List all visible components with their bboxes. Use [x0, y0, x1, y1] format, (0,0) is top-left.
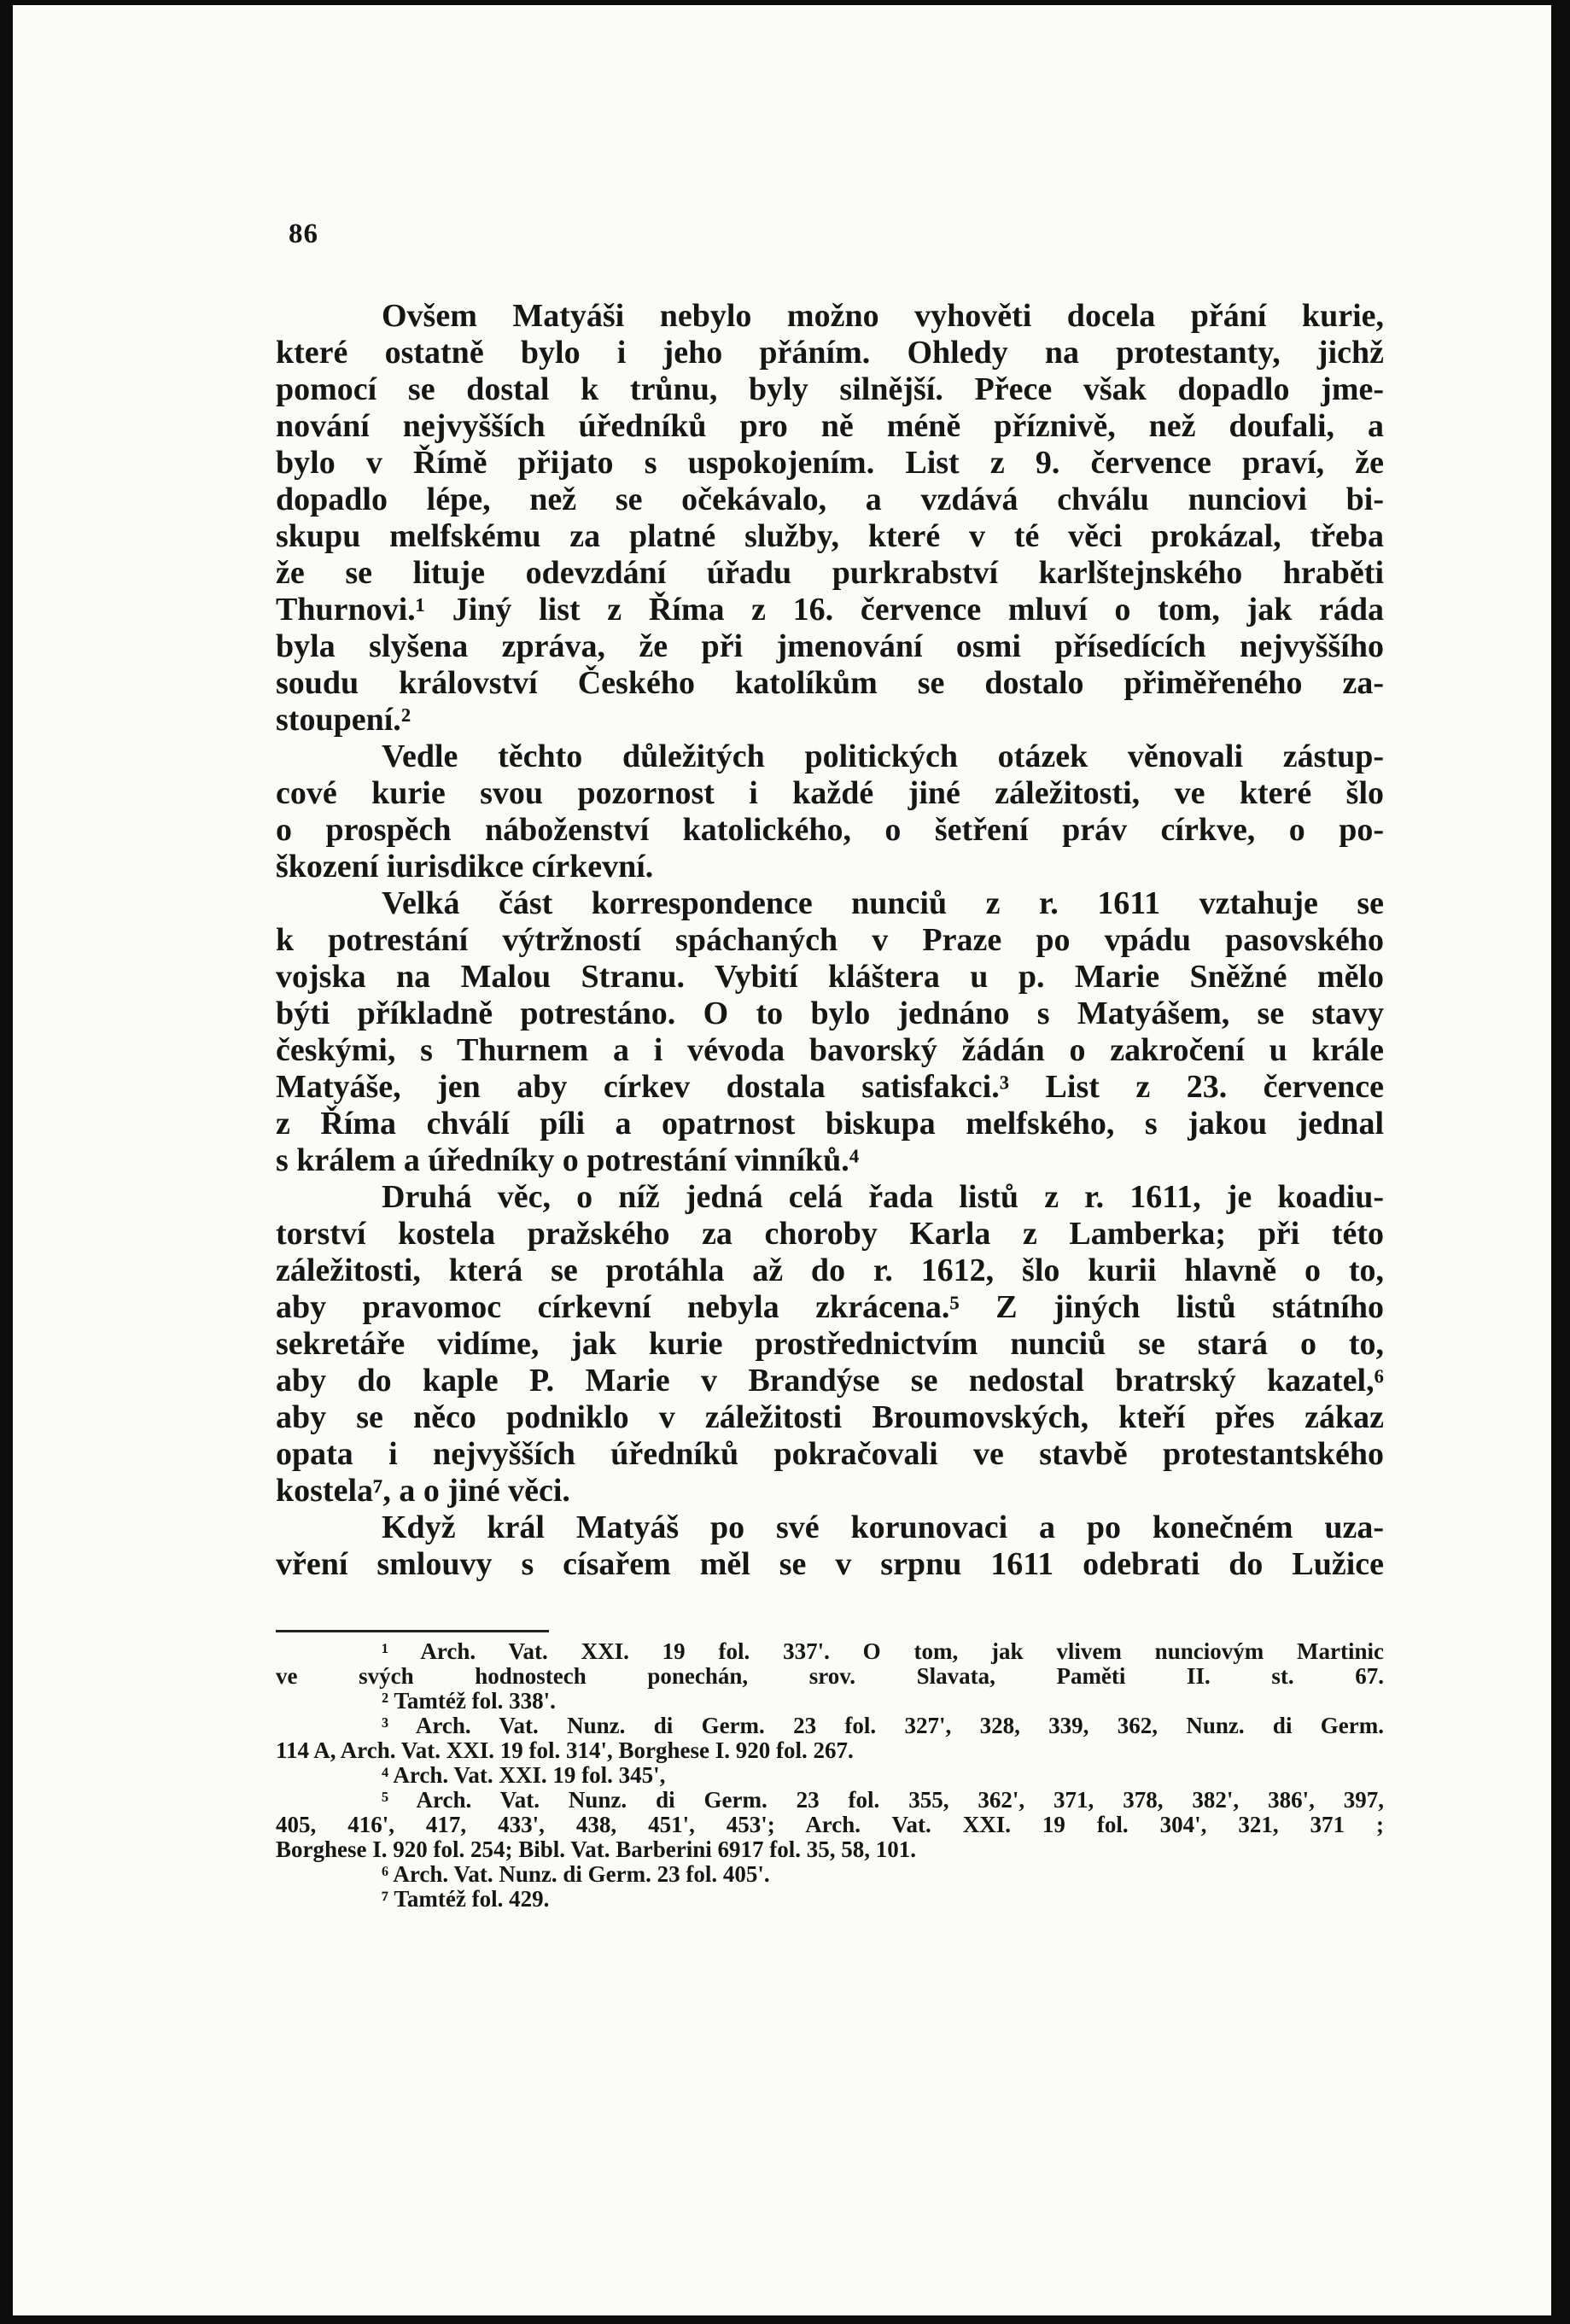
body-line: nování nejvyšších úředníků pro ně méně příznivě, než doufali, a — [276, 408, 1384, 444]
body-line: Když král Matyáš po své korunovaci a po konečném uza- — [382, 1509, 1384, 1545]
body-line: Ovšem Matyáši nebylo možno vyhověti docela přání kurie, — [382, 298, 1384, 334]
body-line: byla slyšena zpráva, že při jmenování osmi přísedících nejvyššího — [276, 628, 1384, 664]
body-line: dopadlo lépe, než se očekávalo, a vzdává chválu nunciovi bi- — [276, 482, 1384, 517]
footnote-line: ² Tamtéž fol. 338'. — [382, 1688, 556, 1714]
footnote-line: ¹ Arch. Vat. XXI. 19 fol. 337'. O tom, jak vlivem nunciovým Martinic — [382, 1638, 1384, 1664]
footnote-line: ⁵ Arch. Vat. Nunz. di Germ. 23 fol. 355, 362', 371, 378, 382', 386', 397, — [382, 1787, 1384, 1813]
body-line: aby pravomoc církevní nebyla zkrácena.⁵ Z jiných listů státního — [276, 1289, 1384, 1325]
body-line: aby se něco podniklo v záležitosti Broumovských, kteří přes zákaz — [276, 1399, 1384, 1435]
body-line: Matyáše, jen aby církev dostala satisfakci.³ List z 23. července — [276, 1069, 1384, 1105]
body-line: Vedle těchto důležitých politických otázek věnovali zástup- — [382, 739, 1384, 774]
footnote-line: ⁴ Arch. Vat. XXI. 19 fol. 345', — [382, 1762, 666, 1788]
body-line: s králem a úředníky o potrestání vinníků.⁴ — [276, 1142, 860, 1178]
body-line: Velká část korrespondence nunciů z r. 1611 vztahuje se — [382, 885, 1384, 921]
body-line: sekretáře vidíme, jak kurie prostřednictvím nunciů se stará o to, — [276, 1326, 1384, 1362]
body-line: vření smlouvy s císařem měl se v srpnu 1611 odebrati do Lužice — [276, 1546, 1384, 1582]
footnote-line: ³ Arch. Vat. Nunz. di Germ. 23 fol. 327', 328, 339, 362, Nunz. di Germ. — [382, 1713, 1384, 1738]
body-line: aby do kaple P. Marie v Brandýse se nedostal bratrský kazatel,⁶ — [276, 1363, 1384, 1398]
body-line: vojska na Malou Stranu. Vybití kláštera u p. Marie Sněžné mělo — [276, 959, 1384, 995]
body-line: Druhá věc, o níž jedná celá řada listů z r. 1611, je koadiu- — [382, 1179, 1384, 1215]
footnote-line: Borghese I. 920 fol. 254; Bibl. Vat. Barberini 6917 fol. 35, 58, 101. — [276, 1836, 917, 1862]
body-line: býti příkladně potrestáno. O to bylo jednáno s Matyášem, se stavy — [276, 996, 1384, 1031]
footnote-line: 114 A, Arch. Vat. XXI. 19 fol. 314', Borghese I. 920 fol. 267. — [276, 1737, 854, 1763]
body-line: záležitosti, která se protáhla až do r. 1612, šlo kurii hlavně o to, — [276, 1253, 1384, 1288]
body-text — [276, 298, 1384, 1583]
body-line: škození iurisdikce církevní. — [276, 849, 654, 885]
body-line: skupu melfskému za platné služby, které v té věci prokázal, třeba — [276, 518, 1384, 554]
footnote-line: 405, 416', 417, 433', 438, 451', 453'; Arch. Vat. XXI. 19 fol. 304', 321, 371 ; — [276, 1812, 1384, 1837]
body-line: že se lituje odevzdání úřadu purkrabství karlštejnského hraběti — [276, 555, 1384, 591]
footnote-line: ⁶ Arch. Vat. Nunz. di Germ. 23 fol. 405'. — [382, 1861, 770, 1887]
body-line: pomocí se dostal k trůnu, byly silnější. Přece však dopadlo jme- — [276, 371, 1384, 407]
body-line: českými, s Thurnem a i vévoda bavorský žádán o zakročení u krále — [276, 1032, 1384, 1068]
body-line: opata i nejvyšších úředníků pokračovali ve stavbě protestantského — [276, 1436, 1384, 1472]
body-line: bylo v Římě přijato s uspokojením. List z 9. července praví, že — [276, 445, 1384, 481]
body-line: Thurnovi.¹ Jiný list z Říma z 16. července mluví o tom, jak ráda — [276, 592, 1384, 628]
body-line: cové kurie svou pozornost i každé jiné záležitosti, ve které šlo — [276, 775, 1384, 811]
footnote-line: ve svých hodnostech ponechán, srov. Slavata, Paměti II. st. 67. — [276, 1663, 1384, 1689]
body-line: stoupení.² — [276, 702, 411, 738]
footnote-line: ⁷ Tamtéž fol. 429. — [382, 1886, 550, 1912]
body-line: torství kostela pražského za choroby Karla z Lamberka; při této — [276, 1216, 1384, 1252]
body-line: které ostatně bylo i jeho přáním. Ohledy na protestanty, jichž — [276, 335, 1384, 371]
body-line: z Říma chválí píli a opatrnost biskupa melfského, s jakou jednal — [276, 1106, 1384, 1142]
footnote-divider — [276, 1630, 549, 1632]
body-line: kostela⁷, a o jiné věci. — [276, 1473, 570, 1509]
body-line: o prospěch náboženství katolického, o šetření práv církve, o po- — [276, 812, 1384, 848]
footnotes — [276, 1639, 1384, 1912]
body-line: soudu království Českého katolíkům se dostalo přiměřeného za- — [276, 665, 1384, 701]
page-number: 86 — [289, 219, 318, 249]
body-line: k potrestání výtržností spáchaných v Praze po vpádu pasovského — [276, 922, 1384, 958]
